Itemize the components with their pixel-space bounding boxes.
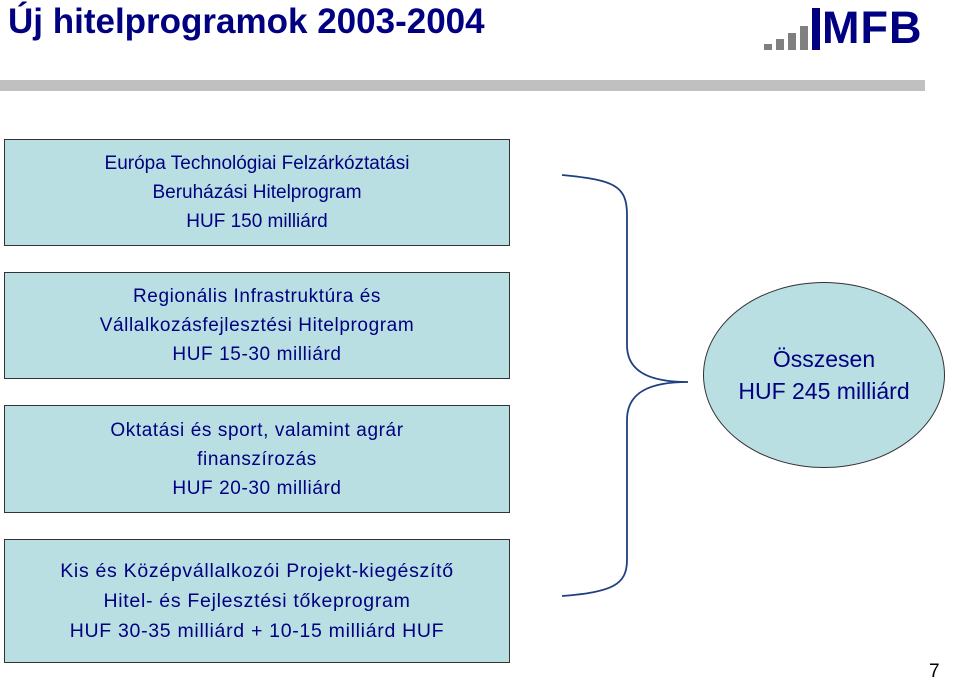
program-line: Hitel- és Fejlesztési tőkeprogram — [103, 590, 411, 612]
slide-title: Új hitelprogramok 2003-2004 — [8, 2, 485, 41]
program-line: HUF 150 milliárd — [186, 211, 328, 232]
program-line: Európa Technológiai Felzárkóztatási — [104, 153, 410, 174]
brace-path — [562, 175, 688, 596]
program-line: Vállalkozásfejlesztési Hitelprogram — [99, 315, 415, 336]
program-line: HUF 30-35 milliárd + 10-15 milliárd HUF — [69, 620, 445, 642]
program-line: HUF 15-30 milliárd — [172, 344, 342, 365]
total-value: HUF 245 milliárd — [738, 378, 910, 404]
program-line: Regionális Infrastruktúra és — [132, 286, 382, 307]
logo-text: MFB — [822, 2, 923, 53]
program-line: Kis és Középvállalkozói Projekt-kiegészítő — [60, 560, 454, 582]
total-label: Összesen — [772, 346, 876, 372]
program-line: finanszírozás — [197, 448, 317, 470]
page-number: 7 — [929, 661, 940, 682]
program-line: HUF 20-30 milliárd — [172, 477, 342, 499]
program-line: Oktatási és sport, valamint agrár — [110, 419, 404, 441]
total-ellipse — [703, 282, 945, 468]
program-line: Beruházási Hitelprogram — [152, 182, 362, 203]
